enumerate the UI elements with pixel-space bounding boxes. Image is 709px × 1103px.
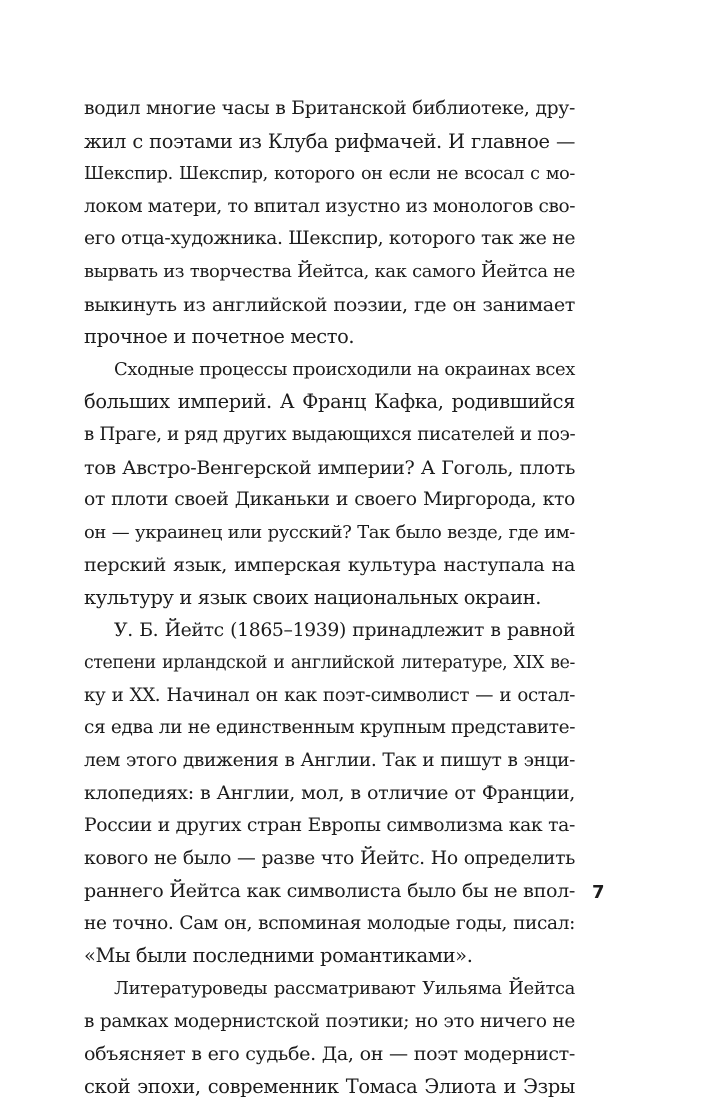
body-text [84,93,575,1103]
text-line: клопедиях: в Англии, мол, в отличие от Франции, [84,781,575,805]
text-line: лем этого движения в Англии. Так и пишут в энци- [84,749,575,771]
text-line: степени ирландской и английской литературе, XIX ве- [84,653,575,674]
text-line: он — украинец или русский? Так было везде, где им- [84,521,575,543]
text-line: ку и XX. Начинал он как поэт-символист — и остал- [84,684,575,706]
text-line: от плоти своей Диканьки и своего Миргорода, кто [84,489,575,511]
text-line: объясняет в его судьбе. Да, он — поэт модернист- [84,1042,575,1066]
text-line: перский язык, имперская культура наступала на [84,553,575,577]
text-line: У. Б. Йейтс (1865–1939) принадлежит в равной [114,619,575,641]
text-line: Шекспир. Шекспир, которого он если не всосал с мо- [84,164,575,185]
text-line: в рамках модернистской поэтики; но это ничего не [84,1010,575,1032]
text-line: прочное и почетное место. [84,325,355,349]
text-line: Литературоведы рассматривают Уильяма Йейтса [114,978,575,1000]
text-line: не точно. Сам он, вспоминая молодые годы, писал: [84,912,575,934]
text-line: кового не было — разве что Йейтс. Но определить [84,847,575,869]
text-line: тов Австро-Венгерской империи? А Гоголь, плоть [84,455,575,479]
text-line: выкинуть из английской поэзии, где он занимает [84,292,575,316]
text-line: раннего Йейтса как символиста было бы не впол- [84,879,575,903]
text-line: в Праге, и ряд других выдающихся писателей и поэ- [84,423,576,445]
text-line: вырвать из творчества Йейтса, как самого Йейтса не [84,260,575,282]
text-line: России и других стран Европы символизма как та- [84,815,575,837]
text-line: жил с поэтами из Клуба рифмачей. И главное — [84,129,575,153]
text-line: ской эпохи, современник Томаса Элиота и Эзры [84,1074,575,1098]
text-line: локом матери, то впитал изустно из монологов сво- [84,195,576,217]
text-line: больших империй. А Франц Кафка, родившийся [84,390,575,414]
page-number: 7 [592,882,605,903]
text-line: «Мы были последними романтиками». [84,944,473,968]
text-line: Сходные процессы происходили на окраинах всех [114,358,575,380]
text-line: культуру и язык своих национальных окраин. [84,585,542,609]
text-line: его отца-художника. Шекспир, которого так же не [84,228,576,250]
text-line: водил многие часы в Британской библиотеке, дру- [84,98,575,119]
text-line: ся едва ли не единственным крупным представите- [84,717,576,739]
